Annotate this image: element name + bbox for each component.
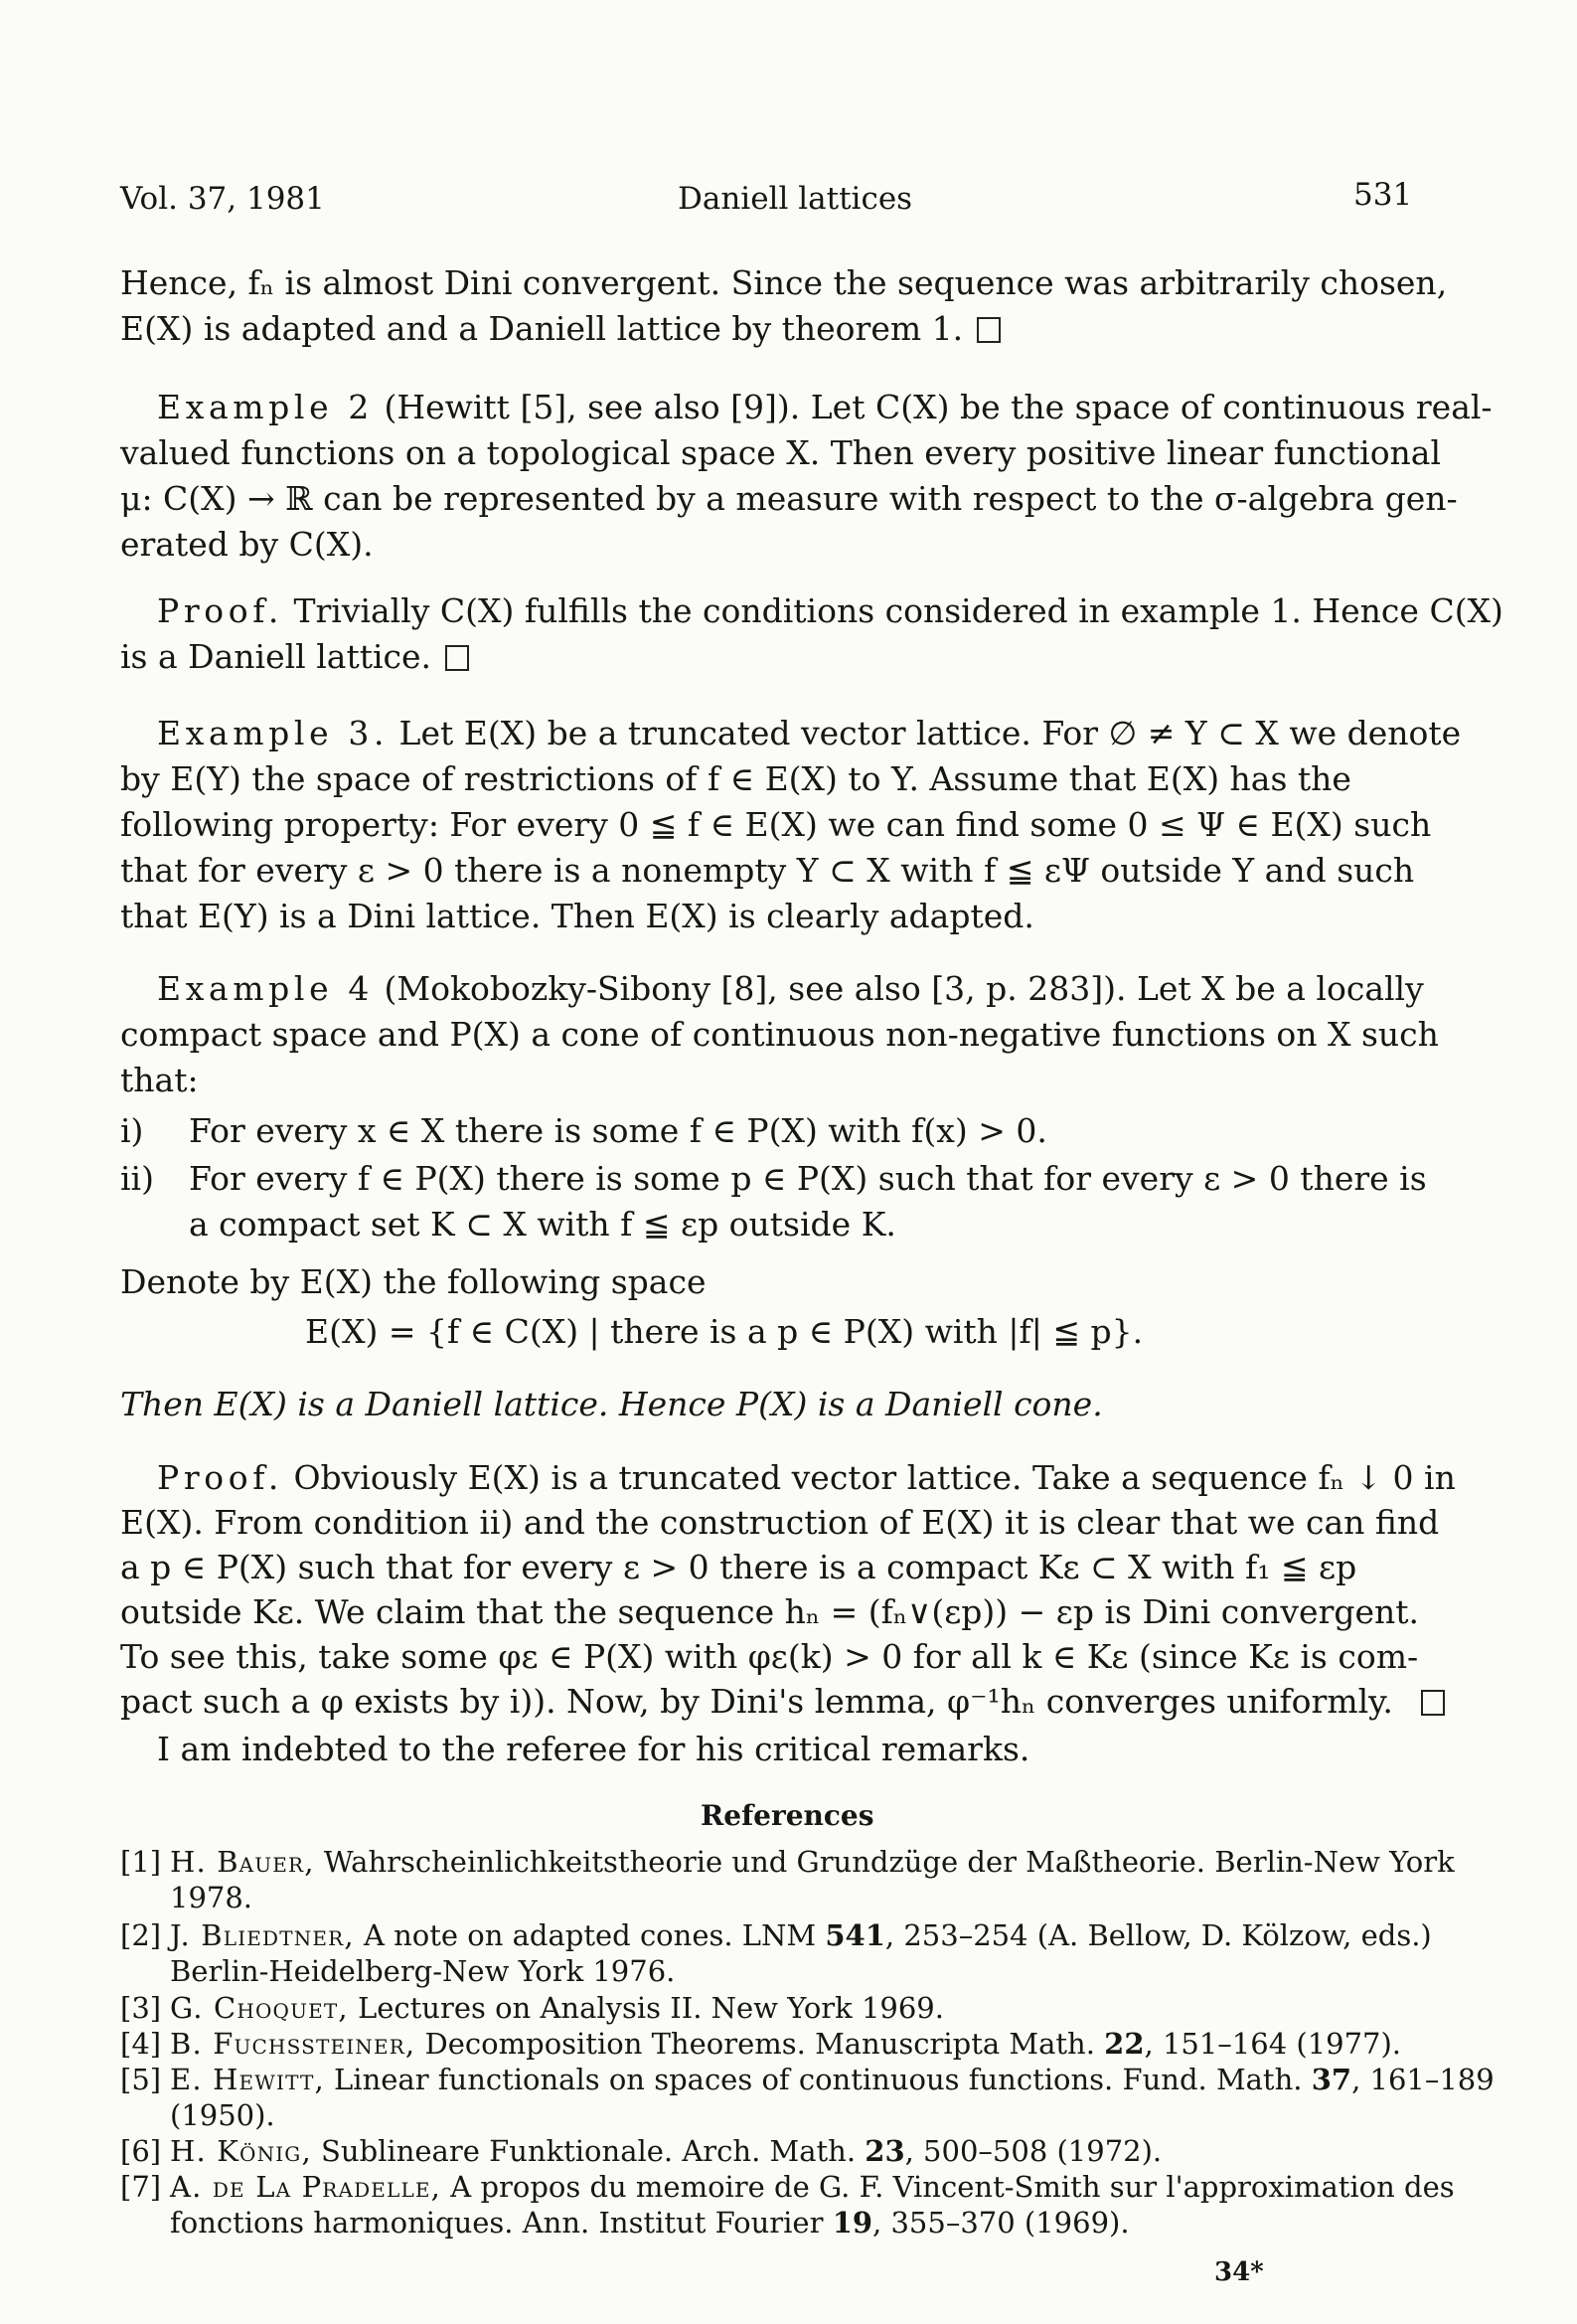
reference-2-volume: 541	[825, 1918, 885, 1952]
reference-5-continued: (1950).	[170, 2098, 275, 2132]
proof4-line1	[157, 1458, 1456, 1498]
proof4-line6	[120, 1682, 1445, 1722]
reference-4-text-a: Decomposition Theorems. Manuscripta Math.	[415, 2027, 1105, 2061]
condition-ii-text1: For every f ∈ P(X) there is some p ∈ P(X) such that for every ε > 0 there is	[189, 1159, 1427, 1198]
condition-i-number: i)	[120, 1111, 144, 1150]
example2-line1	[157, 388, 1493, 427]
reference-5-author: E. Hewitt,	[170, 2063, 325, 2096]
example3-line2: by E(Y) the space of restrictions of f ∈ E(X) to Y. Assume that E(X) has the	[120, 759, 1351, 798]
proof4-line5: To see this, take some φε ∈ P(X) with φε(k) > 0 for all k ∈ Kε (since Kε is com-	[120, 1637, 1419, 1676]
example2-line3: μ: C(X) → ℝ can be represented by a measure with respect to the σ-algebra gen-	[120, 479, 1458, 518]
example4-label: Example 4	[157, 969, 374, 1008]
proof2-label: Proof.	[157, 591, 283, 630]
reference-6-volume: 23	[865, 2134, 905, 2168]
proof4-text6: pact such a φ exists by i)). Now, by Dini's lemma, φ⁻¹hₙ converges uniformly.	[120, 1682, 1393, 1721]
reference-2-number: [2]	[120, 1918, 162, 1952]
proof4-line3: a p ∈ P(X) such that for every ε > 0 there is a compact Kε ⊂ X with f₁ ≦ εp	[120, 1548, 1357, 1586]
reference-1	[120, 1844, 1455, 1880]
reference-4	[120, 2026, 1401, 2062]
example3-line4: that for every ε > 0 there is a nonempty Y ⊂ X with f ≦ εΨ outside Y and such	[120, 851, 1415, 890]
reference-7-cont-a: fonctions harmoniques. Ann. Institut Fourier	[170, 2206, 833, 2240]
qed-box-icon	[445, 645, 469, 671]
proof2-text1: Trivially C(X) fulfills the conditions considered in example 1. Hence C(X)	[282, 591, 1503, 630]
reference-2-text-b: , 253–254 (A. Bellow, D. Kölzow, eds.)	[884, 1918, 1432, 1952]
para1-line1: Hence, fₙ is almost Dini convergent. Since the sequence was arbitrarily chosen,	[120, 263, 1448, 302]
reference-6	[120, 2133, 1162, 2169]
signature-mark: 34*	[1214, 2257, 1264, 2287]
para1-line2	[120, 309, 1001, 349]
condition-ii-text2: a compact set K ⊂ X with f ≦ εp outside K.	[189, 1205, 896, 1244]
reference-3	[120, 1990, 944, 2026]
example4-line1	[157, 969, 1424, 1009]
reference-2-text-a: A note on adapted cones. LNM	[354, 1918, 826, 1952]
reference-7-number: [7]	[120, 2170, 162, 2204]
reference-4-volume: 22	[1104, 2027, 1145, 2061]
reference-6-author: H. König,	[170, 2134, 312, 2168]
proof4-line4: outside Kε. We claim that the sequence hₙ = (fₙ∨(εp)) − εp is Dini convergent.	[120, 1592, 1419, 1631]
reference-1-author: H. Bauer,	[170, 1845, 315, 1879]
theorem-statement: Then E(X) is a Daniell lattice. Hence P(X) is a Daniell cone.	[120, 1385, 1103, 1423]
example4-text1: (Mokobozky-Sibony [8], see also [3, p. 283]). Let X be a locally	[373, 969, 1424, 1008]
example2-line4: erated by C(X).	[120, 525, 374, 564]
display-formula: E(X) = {f ∈ C(X) | there is a p ∈ P(X) with |f| ≦ p}.	[305, 1312, 1144, 1351]
example3-label: Example 3.	[157, 714, 390, 752]
reference-3-text: Lectures on Analysis II. New York 1969.	[348, 1991, 944, 2025]
header-page-number: 531	[1353, 177, 1413, 213]
reference-1-continued: 1978.	[170, 1881, 253, 1914]
para1-line2-text: E(X) is adapted and a Daniell lattice by theorem 1.	[120, 309, 964, 348]
example3-line3: following property: For every 0 ≦ f ∈ E(X) we can find some 0 ≤ Ψ ∈ E(X) such	[120, 805, 1432, 844]
reference-2-author: J. Bliedtner,	[170, 1918, 355, 1952]
proof4-line2: E(X). From condition ii) and the construction of E(X) it is clear that we can find	[120, 1503, 1440, 1542]
header-volume: Vol. 37, 1981	[120, 181, 325, 217]
reference-4-text-b: , 151–164 (1977).	[1144, 2027, 1402, 2061]
reference-5-volume: 37	[1311, 2063, 1352, 2096]
proof4-label: Proof.	[157, 1458, 283, 1497]
qed-box-icon	[977, 317, 1001, 343]
reference-5-text-b: , 161–189	[1351, 2063, 1495, 2096]
reference-6-number: [6]	[120, 2134, 162, 2168]
reference-3-author: G. Choquet,	[170, 1991, 349, 2025]
example3-line5: that E(Y) is a Dini lattice. Then E(X) is clearly adapted.	[120, 897, 1034, 935]
reference-2	[120, 1917, 1432, 1953]
reference-4-author: B. Fuchssteiner,	[170, 2027, 416, 2061]
reference-4-number: [4]	[120, 2027, 162, 2061]
reference-5-number: [5]	[120, 2063, 162, 2096]
example2-text1: (Hewitt [5], see also [9]). Let C(X) be the space of continuous real-	[373, 388, 1493, 426]
reference-7-continued	[170, 2205, 1130, 2241]
qed-box-icon	[1421, 1690, 1445, 1716]
reference-1-text: Wahrscheinlichkeitstheorie und Grundzüge der Maßtheorie. Berlin-New York	[314, 1845, 1455, 1879]
reference-7-author: A. de La Pradelle,	[170, 2170, 442, 2204]
reference-7	[120, 2169, 1455, 2205]
reference-6-text-b: , 500–508 (1972).	[904, 2134, 1163, 2168]
proof2-line1	[157, 591, 1503, 631]
reference-3-number: [3]	[120, 1991, 162, 2025]
reference-5-text-a: Linear functionals on spaces of continuous functions. Fund. Math.	[324, 2063, 1312, 2096]
proof4-text1: Obviously E(X) is a truncated vector lattice. Take a sequence fₙ ↓ 0 in	[282, 1458, 1456, 1497]
reference-2-continued: Berlin-Heidelberg-New York 1976.	[170, 1954, 676, 1988]
condition-i-text: For every x ∈ X there is some f ∈ P(X) with f(x) > 0.	[189, 1111, 1047, 1150]
reference-7-cont-b: , 355–370 (1969).	[872, 2206, 1130, 2240]
example4-line3: that:	[120, 1061, 199, 1099]
header-title: Daniell lattices	[678, 181, 913, 217]
example4-line2: compact space and P(X) a cone of continuous non-negative functions on X such	[120, 1015, 1439, 1054]
example3-text1: Let E(X) be a truncated vector lattice. For ∅ ≠ Y ⊂ X we denote	[389, 714, 1462, 752]
proof2-text2: is a Daniell lattice.	[120, 637, 432, 676]
example2-line2: valued functions on a topological space X. Then every positive linear functional	[120, 433, 1442, 472]
acknowledgement: I am indebted to the referee for his critical remarks.	[157, 1730, 1030, 1768]
reference-7-text: A propos du memoire de G. F. Vincent-Smith sur l'approximation des	[441, 2170, 1455, 2204]
reference-6-text-a: Sublineare Funktionale. Arch. Math.	[311, 2134, 866, 2168]
example3-line1	[157, 714, 1461, 753]
proof2-line2	[120, 637, 469, 677]
denote-line: Denote by E(X) the following space	[120, 1262, 707, 1301]
reference-5	[120, 2062, 1495, 2097]
reference-7-volume: 19	[832, 2206, 873, 2240]
condition-ii-number: ii)	[120, 1159, 154, 1198]
reference-1-number: [1]	[120, 1845, 162, 1879]
references-heading: References	[701, 1799, 874, 1832]
example2-label: Example 2	[157, 388, 374, 426]
